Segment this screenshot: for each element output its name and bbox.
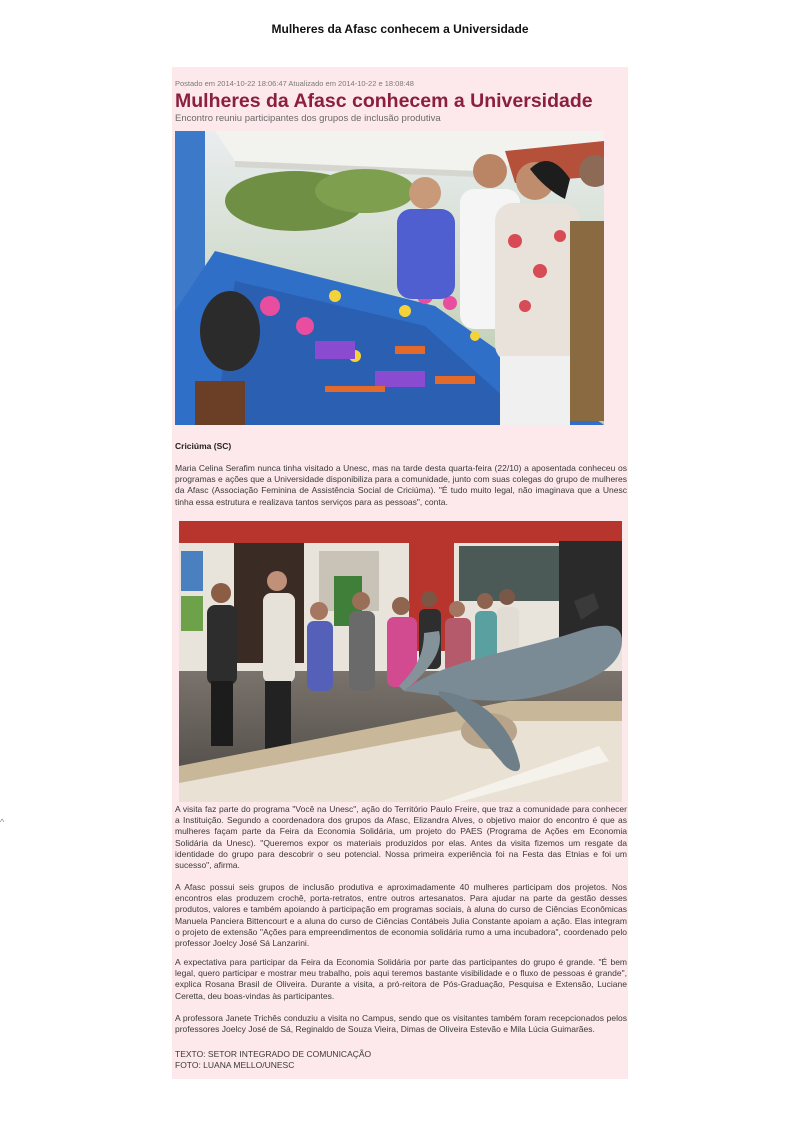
article-paragraph: Maria Celina Serafim nunca tinha visitado a Unesc, mas na tarde desta quarta-feira (22/10) a aposentada conheceu os programas e ações que a Universidade disponibiliza para a comunidade, junto com suas colegas do grupo de mulheres da Afasc (Associação Feminina de Assistência Social de Criciúma). "É tudo muito legal, não imaginava que a Unesc tinha essa estrutura e realizava tantos serviços para as pessoas", conta. <box>175 463 627 507</box>
article-title: Mulheres da Afasc conhecem a Universidade <box>175 90 593 112</box>
side-mark: ^ <box>0 817 5 827</box>
article-container <box>172 67 628 1079</box>
page-header-title: Mulheres da Afasc conhecem a Universidade <box>271 22 529 36</box>
article-subtitle: Encontro reuniu participantes dos grupos de inclusão produtiva <box>175 113 441 124</box>
credit-text: TEXTO: SETOR INTEGRADO DE COMUNICAÇÃO <box>175 1049 372 1059</box>
article-paragraph: A expectativa para participar da Feira da Economia Solidária por parte das participantes do grupo é grande. "É bem legal, quero participar e mostrar meu trabalho, pois aqui teremos bastante visibilidade e o fluxo de pessoas é grande", explica Rosana Brasil de Oliveira. Durante a visita, a pró-reitora de Pós-Graduação, Pesquisa e Extensão, Luciane Ceretta, deu boas-vindas às participantes. <box>175 957 627 1001</box>
article-paragraph: A visita faz parte do programa "Você na Unesc", ação do Território Paulo Freire, que traz a comunidade para conhecer a Instituição. Segundo a coordenadora dos grupos da Afasc, Elizandra Alves, o objetivo maior do encontro é que as mulheres façam parte da Feira da Economia Solidária, um projeto do PAES (Programa de Ações em Economia Solidária da Unesc). "Queremos expor os materiais produzidos por elas. Antes da visita fizemos um resgate da identidade do grupo para descobrir o seu potencial. Nossa primeira experiência foi na Festa das Etnias e foi um sucesso", afirma. <box>175 804 627 871</box>
article-paragraph: A Afasc possui seis grupos de inclusão produtiva e aproximadamente 40 mulheres participam dos projetos. Nos encontros elas produzem crochê, porta-retratos, entre outros artesanatos. Para ajudar na parte da gestão desses produtos, valores e também apoiando à participação em programas sociais, à aluna do curso de Ciências Econômicas Manuela Panciera Bittencourt e a aluna do curso de Ciências Contábeis Julia Constante apoiam a ação. Elas integram o projeto de extensão "Ações para empreendimentos de economia solidária rumo a uma incubadora", coordenado pelo professor Joelcy José Sá Lanzarini. <box>175 882 627 949</box>
post-meta: Postado em 2014-10-22 18:06:47 Atualizado em 2014-10-22 e 18:08:48 <box>175 79 414 88</box>
credit-photo: FOTO: LUANA MELLO/UNESC <box>175 1059 295 1070</box>
article-paragraph: A professora Janete Trichês conduziu a visita no Campus, sendo que os visitantes também foram recepcionados pelos professores Joelcy José de Sá, Reginaldo de Souza Vieira, Dimas de Oliveira Estevão e Mila Lúcia Guimarães. <box>175 1013 627 1035</box>
article-credits <box>175 1049 371 1070</box>
photo-group-visit <box>179 521 622 802</box>
photo-craft-table <box>175 131 604 425</box>
article-dateline: Criciúma (SC) <box>175 441 232 451</box>
